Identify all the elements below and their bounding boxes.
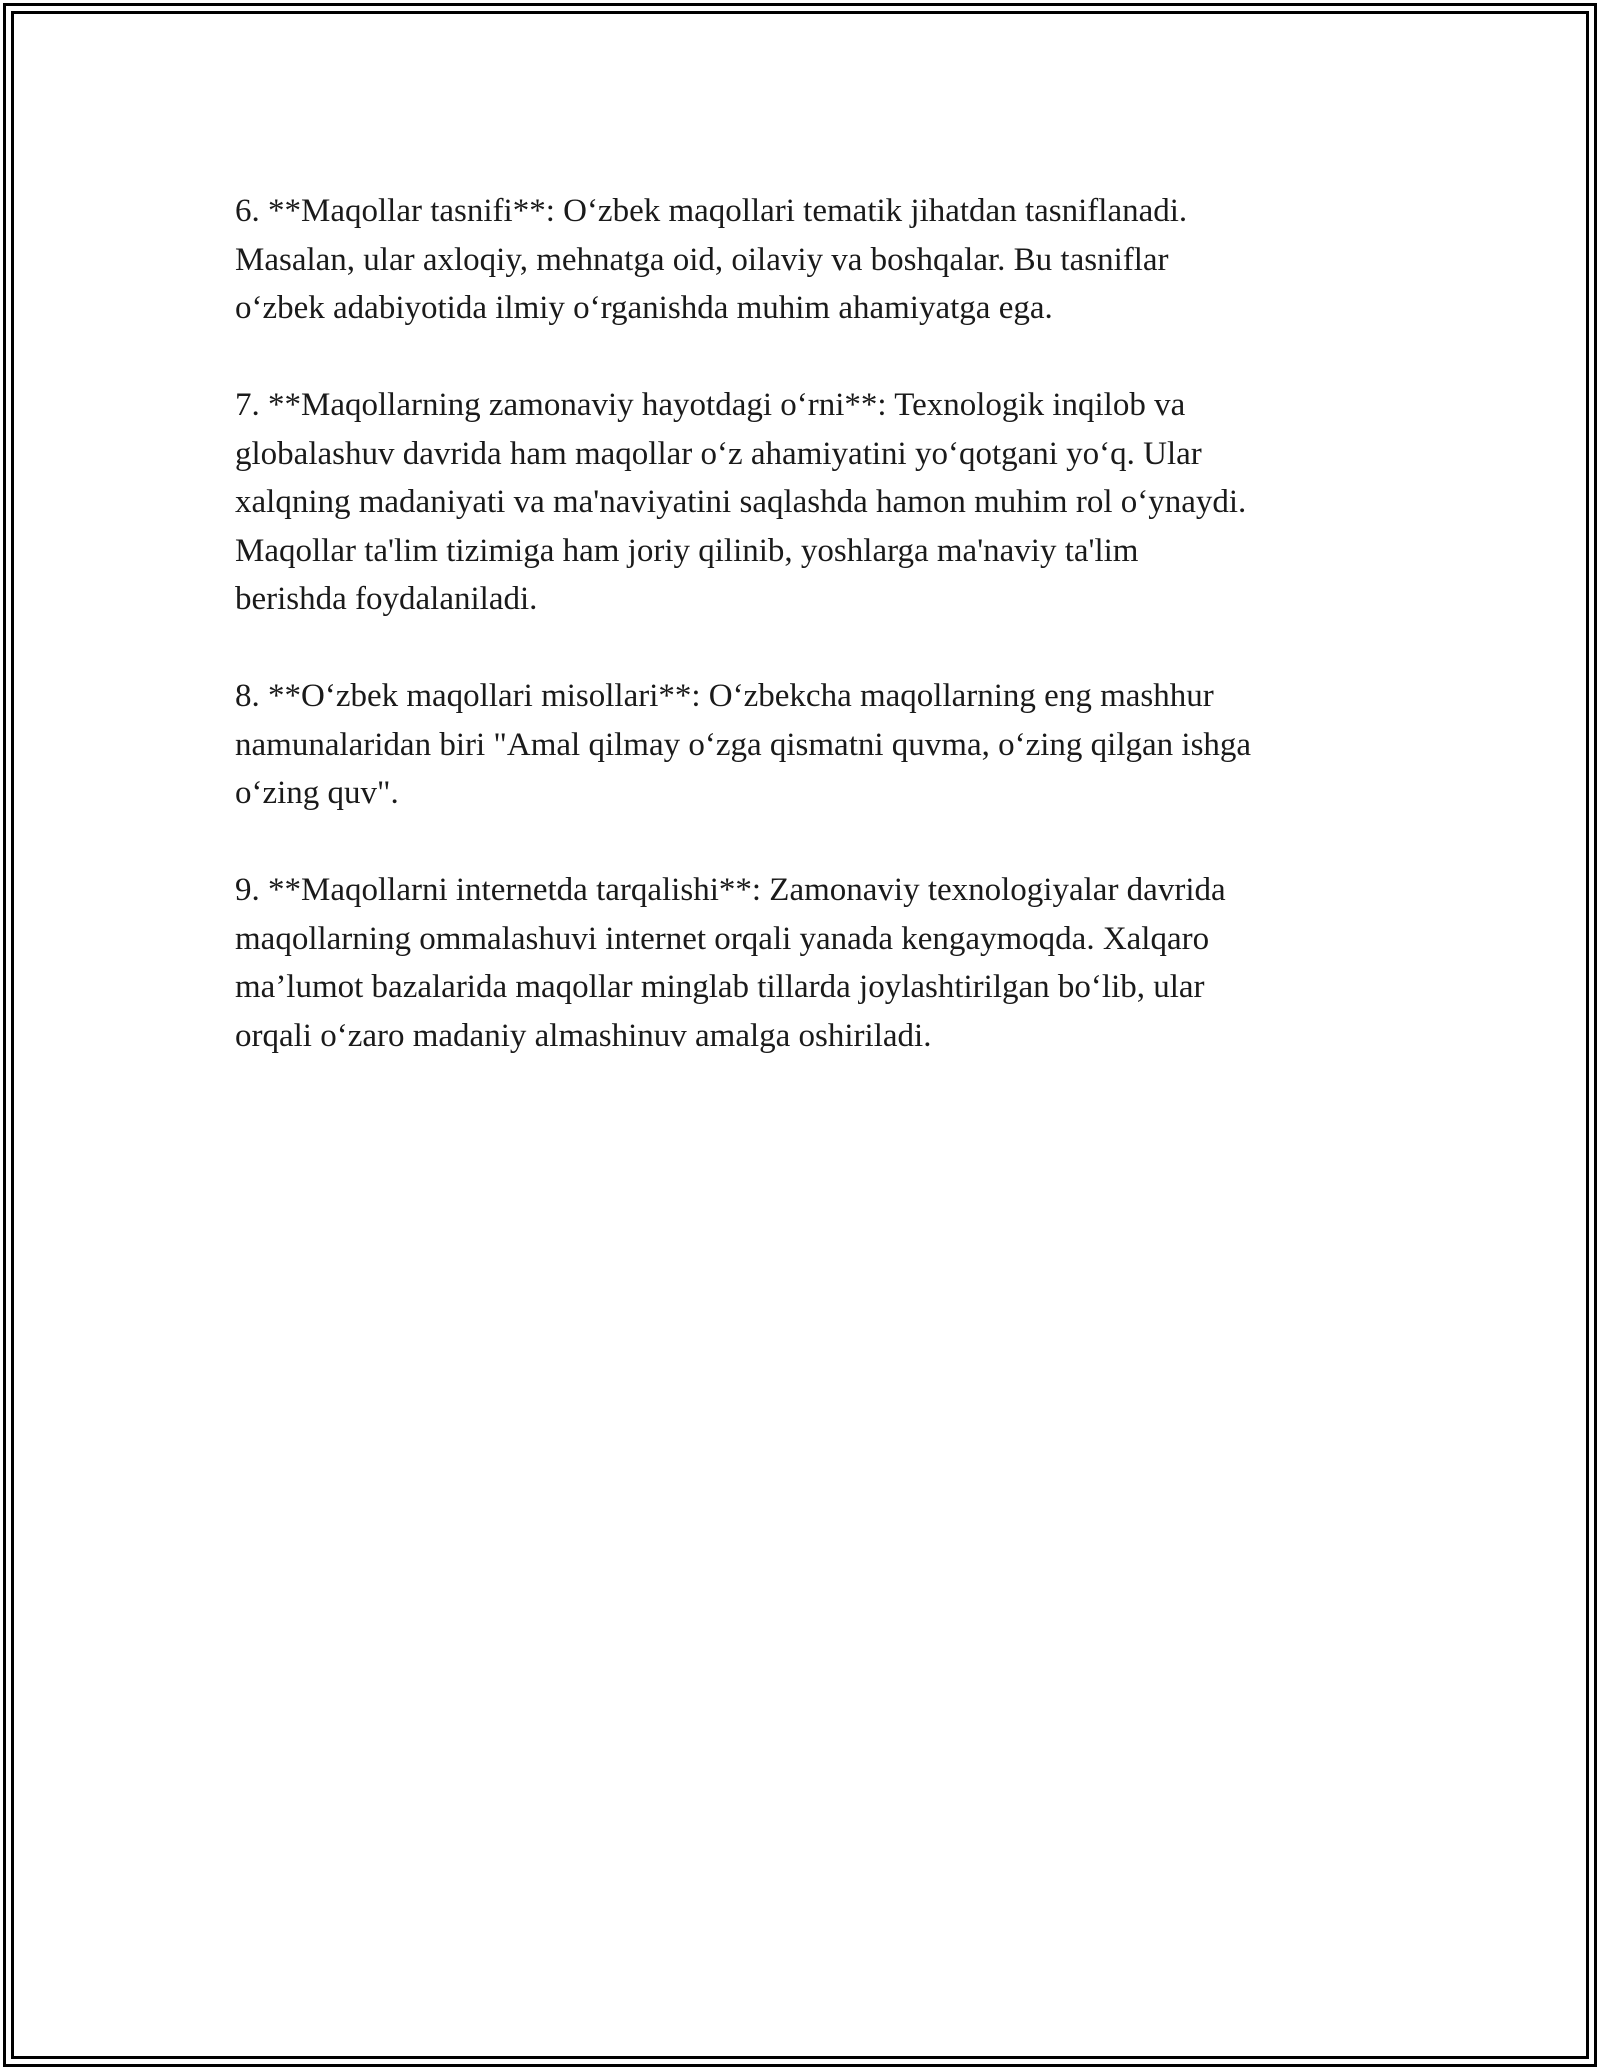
paragraph-maqollar-tasnifi: 6. **Maqollar tasnifi**: O‘zbek maqollari tematik jihatdan tasniflanadi. Masalan, ular axloqiy, mehnatga oid, oilaviy va boshqalar. Bu tasniflar o‘zbek adabiyotida ilmiy o‘rganishda muhim ahamiyatga ega. (235, 193, 1188, 326)
document-body (235, 187, 1385, 1109)
paragraph-maqollar-misollari: 8. **O‘zbek maqollari misollari**: O‘zbekcha maqollarning eng mashhur namunalaridan biri "Amal qilmay o‘zga qismatni quvma, o‘zing qilgan ishga o‘zing quv". (235, 678, 1252, 811)
paragraph-zamonaviy-hayot: 7. **Maqollarning zamonaviy hayotdagi o‘rni**: Texnologik inqilob va globalashuv davrida ham maqollar o‘z ahamiyatini yo‘qotgani yo‘q. Ular xalqning madaniyati va ma'naviyatini saqlashda hamon muhim rol o‘ynaydi. Maqollar ta'lim tizimiga ham joriy qilinib, yoshlarga ma'naviy ta'lim berishda foydalaniladi. (235, 387, 1247, 617)
paragraph-internetda-tarqalishi: 9. **Maqollarni internetda tarqalishi**: Zamonaviy texnologiyalar davrida maqollarning ommalashuvi internet orqali yanada kengaymoqda. Xalqaro ma’lumot bazalarida maqollar minglab tillarda joylashtirilgan bo‘lib, ular orqali o‘zaro madaniy almashinuv amalga oshiriladi. (235, 872, 1226, 1054)
